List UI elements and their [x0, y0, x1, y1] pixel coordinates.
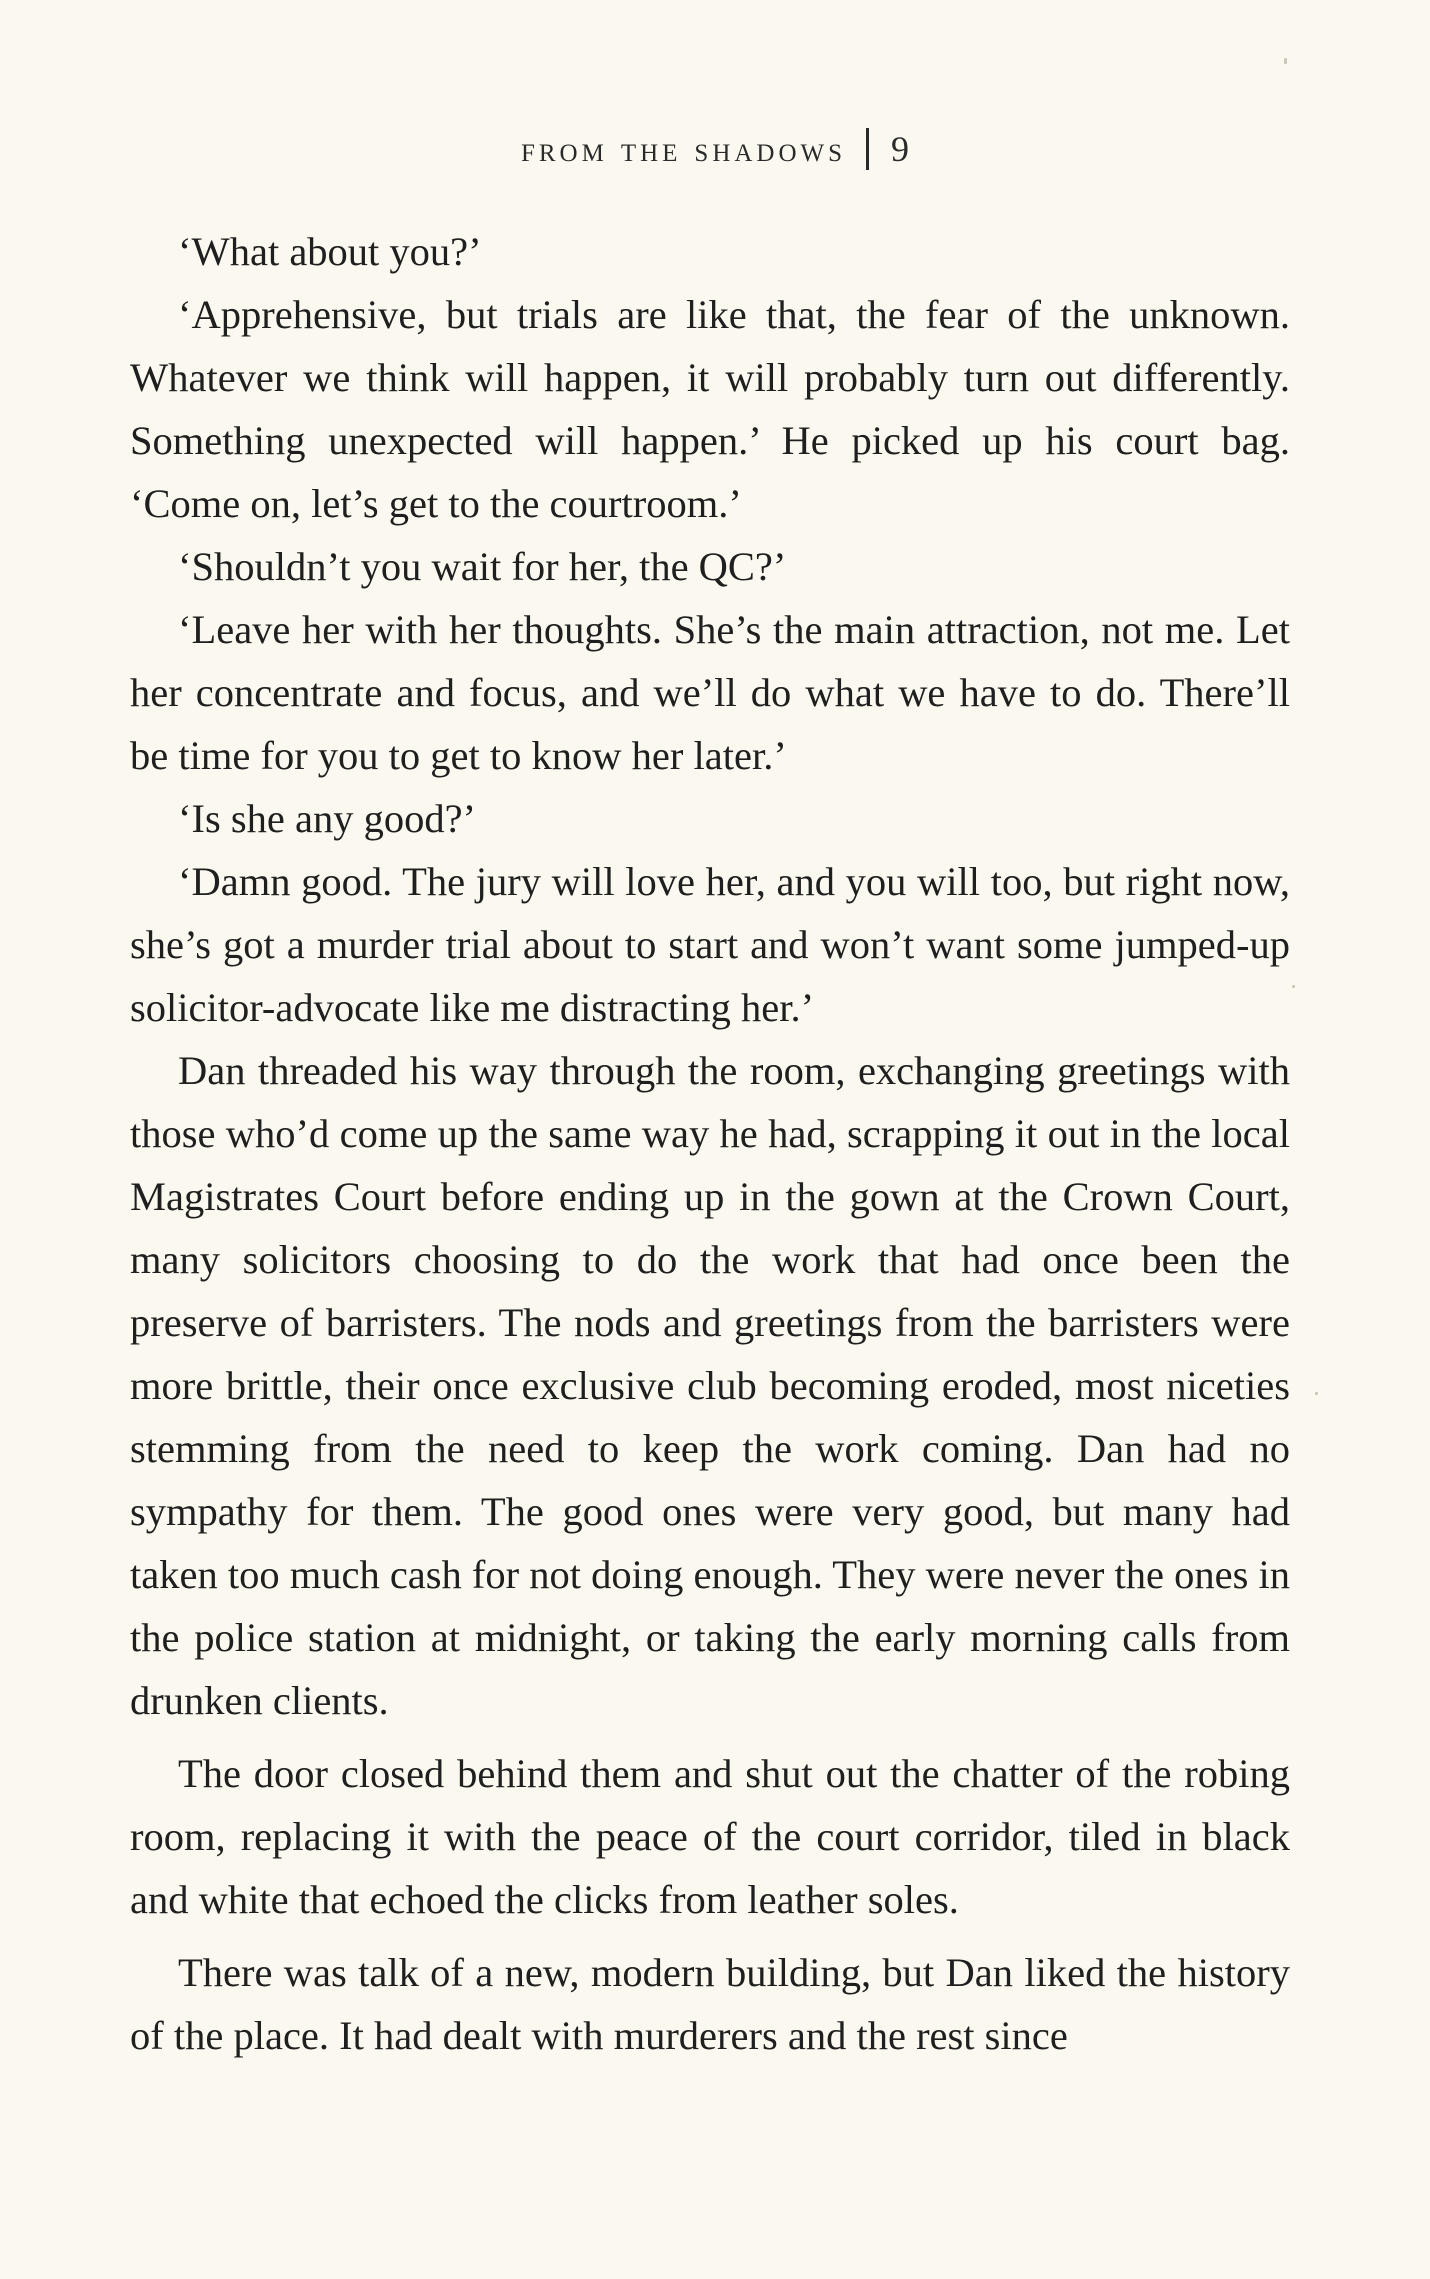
body-text: [130, 220, 1290, 2067]
paragraph: ‘What about you?’: [178, 229, 482, 274]
page-number: 9: [891, 129, 910, 169]
paragraph: The door closed behind them and shut out the chatter of the robing room, replacing it with the peace of the court corridor, tiled in black and white that echoed the clicks from leather soles.: [130, 1751, 1290, 1922]
paragraph: ‘Apprehensive, but trials are like that, the fear of the unknown. Whatever we think will happen, it will probably turn out differently. Something unexpected will happen.’ He picked up his court bag. ‘Come on, let’s get to the courtroom.’: [130, 292, 1290, 526]
paragraph: Dan threaded his way through the room, exchanging greetings with those who’d come up the same way he had, scrapping it out in the local Magistrates Court before ending up in the gown at the Crown Court, many solicitors choosing to do the work that had once been the preserve of barristers. The nods and greetings from the barristers were more brittle, their once exclusive club becoming eroded, most niceties stemming from the need to keep the work coming. Dan had no sympathy for them. The good ones were very good, but many had taken too much cash for not doing enough. They were never the ones in the police station at midnight, or taking the early morning calls from drunken clients.: [130, 1048, 1290, 1723]
running-head: [0, 127, 1430, 174]
scan-speck: [1284, 58, 1287, 64]
paragraph: ‘Shouldn’t you wait for her, the QC?’: [178, 544, 787, 589]
scan-speck: [1292, 985, 1295, 988]
scan-speck: [1315, 1392, 1318, 1395]
paragraph: ‘Is she any good?’: [178, 796, 477, 841]
header-separator: [866, 128, 869, 170]
book-title: from the shadows: [520, 129, 847, 169]
paragraph: ‘Damn good. The jury will love her, and you will too, but right now, she’s got a murder trial about to start and won’t want some jumped-up solicitor-advocate like me distracting her.’: [130, 859, 1290, 1030]
paragraph: There was talk of a new, modern building, but Dan liked the history of the place. It had dealt with murderers and the rest since: [130, 1950, 1290, 2058]
paragraph: ‘Leave her with her thoughts. She’s the main attraction, not me. Let her concentrate and focus, and we’ll do what we have to do. There’ll be time for you to get to know her later.’: [130, 607, 1290, 778]
